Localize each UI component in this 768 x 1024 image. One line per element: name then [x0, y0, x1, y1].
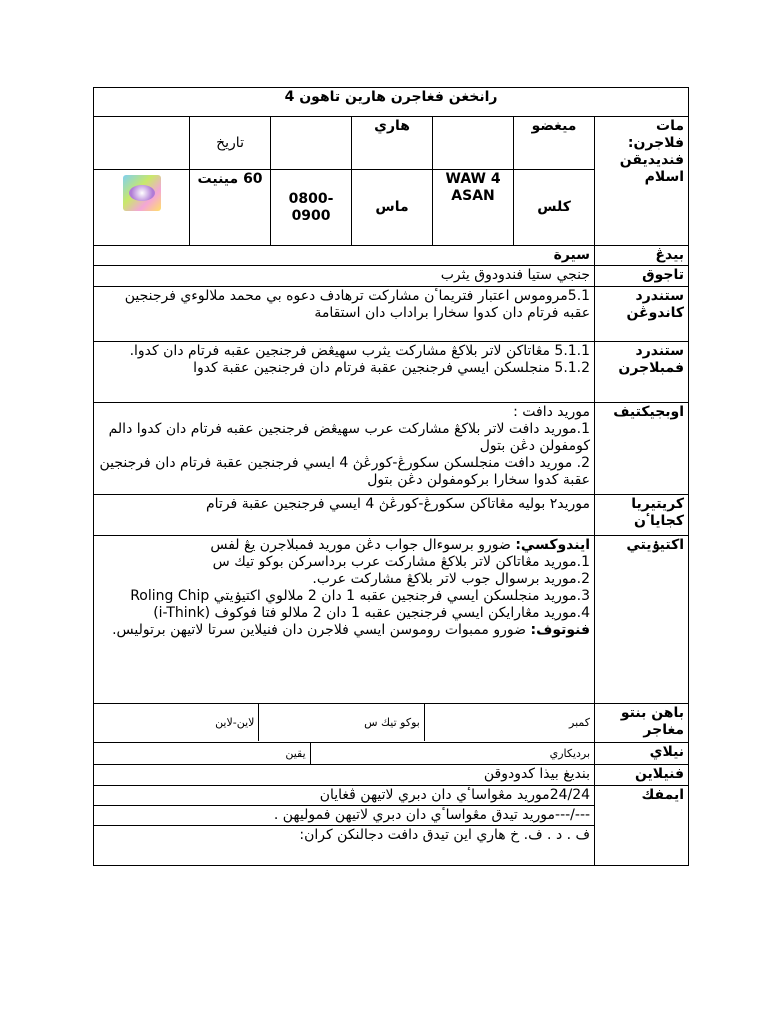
standard-pembelajaran-label: ستندرد فمبلاجرن	[595, 342, 689, 403]
penilaian-value: بنديغ بيذا كدودوقن	[94, 765, 595, 786]
time-value: 0800-0900	[271, 170, 352, 246]
page-title: رانخغن فغاجرن هارين تاهون 4	[94, 88, 689, 117]
nilai-label: نيلاي	[595, 743, 689, 765]
bahan-inner-table	[94, 704, 594, 741]
tajuk-label: تاجوق	[595, 266, 689, 287]
class-value: 4 WAW ASAN	[433, 170, 514, 246]
aktiviti-item: 2.موريد برسوال جوب لاتر بلاكڠ مشاركت عرب.	[312, 571, 591, 587]
aktiviti-item: 3.موريد منجلسكن ايسي فرجنجين عقبه 1 دان 2 ملالوي اكتيۏيتي Roling Chip	[130, 588, 591, 604]
kriteria-label: كريتيريا كجاياٴن	[595, 495, 689, 536]
impak-item: ف . د . ف. خ هاري اين تيدق دافت دجالنكن كران:	[94, 825, 594, 845]
bahan-item: كمبر	[424, 704, 594, 741]
penutup-line	[98, 622, 590, 639]
nilai-item: برديكاري	[310, 743, 594, 764]
date-label: تاريخ	[190, 117, 271, 170]
bahan-value	[94, 704, 595, 743]
standard-kandungan-label: ستندرد كاندوڠن	[595, 287, 689, 342]
objektif-item: 1.موريد دافت لاتر بلاكڠ مشاركت عرب سهيڠض فرجنجين عقبه فرتام دان كدوا دالم كومفولن دڠن بتول	[108, 421, 591, 454]
objektif-item: 2. موريد دافت منجلسكن سكورڠ-كورڠڽ 4 ايسي فرجنجين عقبة فرتام دان فرجنجين عقبة كدوا سخارا بركومفولن دڠن بتول	[99, 455, 591, 488]
date-value	[94, 117, 190, 170]
impak-value	[94, 786, 595, 866]
aktiviti-label: اكتيۏيتي	[595, 536, 689, 704]
nilai-item: يقين	[285, 747, 306, 760]
impak-item: ---/---موريد تيدق مڠواساٴي دان دبري لاتيهن فموليهن .	[94, 805, 594, 825]
penilaian-label: فنيلاين	[595, 765, 689, 786]
bahan-item: لاين-لاين	[215, 716, 255, 729]
induksi-label: ايندوكسي:	[515, 537, 591, 553]
bidang-value: سيرة	[94, 246, 595, 266]
bahan-label: باهن بنتو مغاجر	[595, 704, 689, 743]
standard-pembelajaran-item: 5.1.1 مڠاتاكن لاتر بلاكڠ مشاركت يثرب سهيڠض فرجنجين عقبه فرتام دان كدوا.	[129, 343, 591, 359]
bahan-item: بوكو تيك س	[259, 704, 424, 741]
impak-item: 24/24موريد مڠواساٴي دان دبري لاتيهن ڤغايان	[319, 787, 591, 803]
book-cover-cell	[94, 170, 190, 246]
day-value	[271, 117, 352, 170]
duration-value: 60 مينيت	[190, 170, 271, 246]
aktiviti-value	[94, 536, 595, 704]
subject-label: مات فلاجرن: فنديديقن اسلام	[595, 117, 689, 246]
aktiviti-item: 1.موريد مڠاتاكن لاتر بلاكڠ مشاركت عرب برداسركن بوكو تيك س	[212, 554, 591, 570]
impak-label: ايمفك	[595, 786, 689, 866]
book-cover-image	[123, 175, 161, 211]
induksi-text: ضورو برسوءال جواب دڠن موريد فمبلاجرن يڠ لفس	[210, 537, 511, 553]
standard-pembelajaran-value	[94, 342, 595, 403]
bidang-label: بيدڠ	[595, 246, 689, 266]
penutup-label: فنوتوف:	[530, 622, 591, 638]
standard-pembelajaran-item: 5.1.2 منجلسكن ايسي فرجنجين عقبة فرتام دان فرجنجين عقبة كدوا	[193, 360, 591, 376]
aktiviti-item: 4.موريد مڠارايكن ايسي فرجنجين عقبه 1 دان 2 ملالو فتا فوكوف (i-Think)	[153, 605, 591, 621]
nilai-value	[94, 743, 595, 765]
week-value	[433, 117, 514, 170]
time-label: ماس	[352, 170, 433, 246]
nilai-inner-table	[94, 743, 594, 764]
kriteria-value: موريد٢ بوليه مڠاتاكن سكورڠ-كورڠڽ 4 ايسي فرجنجين عقبة فرتام	[94, 495, 595, 536]
day-label: هاري	[352, 117, 433, 170]
objektif-intro: موريد دافت :	[513, 404, 591, 420]
week-label: ميغضو	[514, 117, 595, 170]
objektif-value	[94, 403, 595, 495]
tajuk-value: جنجي ستيا فندودوق يثرب	[94, 266, 595, 287]
penutup-text: ضورو ممبوات روموسن ايسي فلاجرن دان فنيلاين سرتا لاتيهن برتوليس.	[112, 622, 527, 638]
standard-kandungan-value: 5.1مروموس اعتبار فتريماٴن مشاركت ترهادف دعوه بي محمد ملالوءي فرجنجين عقبه فرتام دان كدوا سخارا براداب دان استقامة	[94, 287, 595, 342]
induksi-line	[98, 537, 590, 554]
lesson-plan-table	[93, 87, 689, 866]
class-label: كلس	[514, 170, 595, 246]
objektif-label: اوبجيكتيف	[595, 403, 689, 495]
